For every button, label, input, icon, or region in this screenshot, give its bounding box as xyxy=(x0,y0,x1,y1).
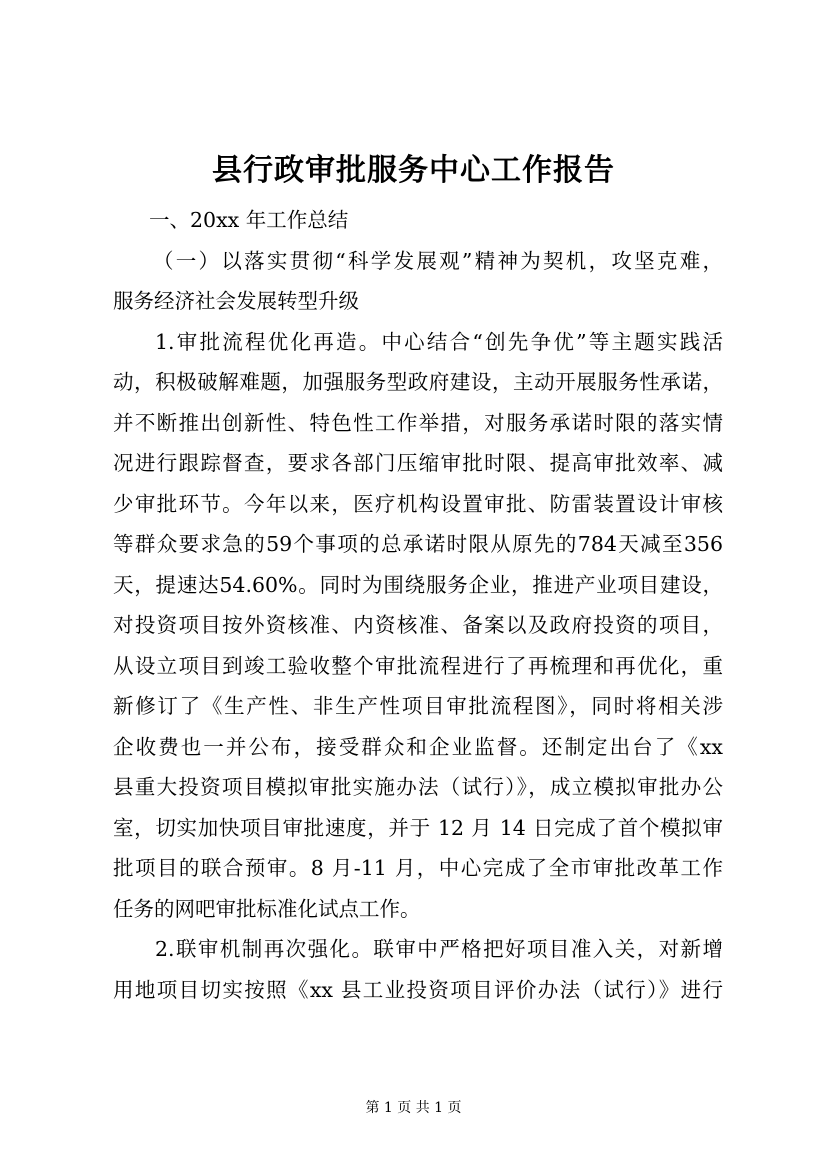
paragraph-line: 天，提速达54.60%。同时为围绕服务企业，推进产业项目建设， xyxy=(113,572,723,597)
page-footer: 第 1 页 共 1 页 xyxy=(365,1100,462,1116)
document-body xyxy=(113,200,723,1010)
paragraph-line: 任务的网吧审批标准化试点工作。 xyxy=(113,896,421,921)
paragraph-line: 企收费也一并公布，接受群众和企业监督。还制定出台了《xx xyxy=(113,734,723,759)
paragraph-line: 并不断推出创新性、特色性工作举措，对服务承诺时限的落实情 xyxy=(113,410,723,435)
paragraph-line: 等群众要求急的59个事项的总承诺时限从原先的784天减至356 xyxy=(113,532,723,556)
paragraph-line: 况进行跟踪督查，要求各部门压缩审批时限、提高审批效率、减 xyxy=(113,451,723,475)
paragraph-line: 批项目的联合预审。8 月-11 月，中心完成了全市审批改革工作 xyxy=(113,856,723,880)
paragraph-line: 2.联审机制再次强化。联审中严格把好项目准入关，对新增 xyxy=(155,937,723,961)
paragraph-line: 县重大投资项目模拟审批实施办法（试行）》，成立模拟审批办公 xyxy=(113,775,723,799)
paragraph-line: 从设立项目到竣工验收整个审批流程进行了再梳理和再优化，重 xyxy=(113,653,723,678)
section-heading: 一、20xx 年工作总结 xyxy=(149,208,349,232)
paragraph-line: 室，切实加快项目审批速度，并于 12 月 14 日完成了首个模拟审 xyxy=(113,815,723,840)
paragraph-line: 用地项目切实按照《xx 县工业投资项目评价办法（试行）》进行 xyxy=(113,977,723,1002)
paragraph-line: 1.审批流程优化再造。中心结合“创先争优”等主题实践活 xyxy=(155,329,723,354)
subheading-line: 服务经济社会发展转型升级 xyxy=(113,289,359,313)
paragraph-line: 少审批环节。今年以来，医疗机构设置审批、防雷装置设计审核 xyxy=(113,491,723,516)
paragraph-line: 新修订了《生产性、非生产性项目审批流程图》，同时将相关涉 xyxy=(113,694,723,718)
paragraph-line: 对投资项目按外资核准、内资核准、备案以及政府投资的项目， xyxy=(113,613,723,637)
document-title: 县行政审批服务中心工作报告 xyxy=(212,153,615,188)
paragraph-line: 动，积极破解难题，加强服务型政府建设，主动开展服务性承诺， xyxy=(113,370,723,394)
subheading-line: （一）以落实贯彻“科学发展观”精神为契机，攻坚克难， xyxy=(153,248,723,273)
